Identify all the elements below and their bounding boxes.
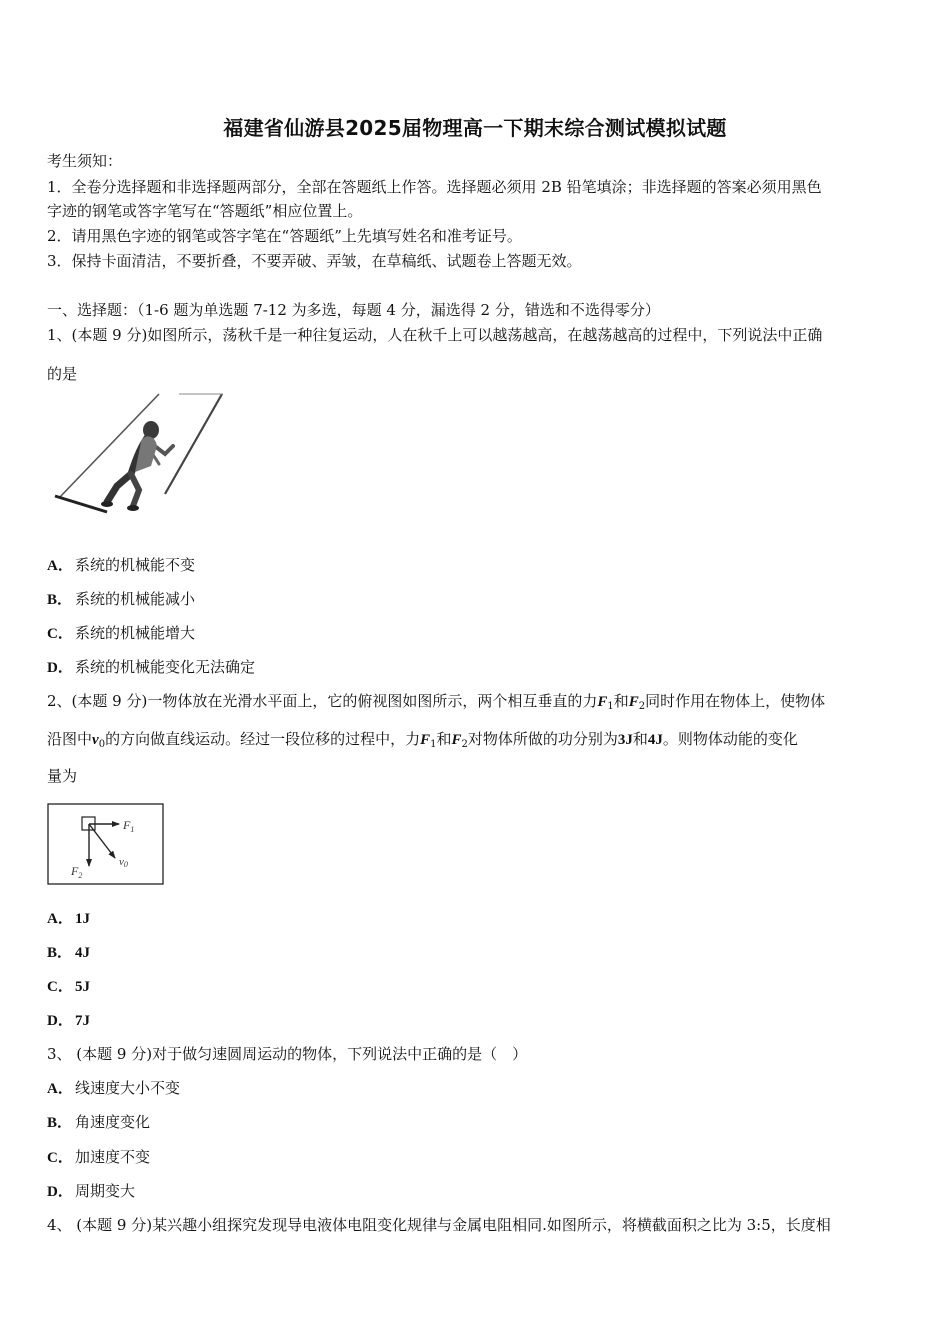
- subscript: 0: [98, 739, 106, 750]
- option-label: C．: [47, 1150, 73, 1166]
- v0-label: v0: [119, 856, 128, 869]
- velocity-symbol: v: [92, 732, 99, 748]
- option-text: 5J: [75, 979, 90, 995]
- option-text: 1J: [75, 911, 90, 927]
- notice-item-1a: 1．全卷分选择题和非选择题两部分，全部在答题纸上作答。选择题必须用 2B 铅笔填涂；非选择题的答案必须用黑色: [47, 178, 822, 196]
- option-text: 角速度变化: [75, 1113, 151, 1131]
- q1-option-b[interactable]: [47, 588, 195, 611]
- option-label: D．: [47, 1013, 73, 1029]
- notice-item-3: 3．保持卡面清洁，不要折叠，不要弄破、弄皱，在草稿纸、试题卷上答题无效。: [47, 252, 582, 270]
- option-text: 系统的机械能减小: [75, 590, 196, 608]
- option-label: D．: [47, 1184, 73, 1200]
- option-label: A．: [47, 911, 73, 927]
- q1-option-c[interactable]: [47, 622, 195, 645]
- option-text: 加速度不变: [75, 1148, 151, 1166]
- option-text: 线速度大小不变: [75, 1079, 181, 1097]
- option-label: A．: [47, 1081, 73, 1097]
- option-text: 周期变大: [75, 1182, 136, 1200]
- subscript: 2: [461, 739, 468, 750]
- subscript: 1: [430, 739, 437, 750]
- page-title: 福建省仙游县2025届物理高一下期末综合测试模拟试题: [223, 116, 727, 140]
- q2-text: 和: [632, 730, 648, 748]
- work-value: 4J: [647, 732, 663, 748]
- work-value: 3J: [617, 732, 633, 748]
- q1-stem-line2: 的是: [47, 365, 78, 383]
- q2-stem-line3: 量为: [47, 767, 78, 785]
- section-heading: 一、选择题：（1-6 题为单选题 7-12 为多选，每题 4 分，漏选得 2 分，错选和不选得零分）: [47, 301, 660, 319]
- subscript: 2: [638, 701, 646, 712]
- q2-text: 的方向做直线运动。经过一段位移的过程中，力: [105, 730, 421, 748]
- q2-stem-line2: [47, 728, 907, 756]
- option-label: C．: [47, 626, 73, 642]
- option-label: A．: [47, 558, 73, 574]
- q2-option-b[interactable]: [47, 941, 90, 964]
- q2-text: 2、(本题 9 分)一物体放在光滑水平面上，它的俯视图如图所示，两个相互垂直的力: [47, 692, 598, 710]
- force-symbol: F: [420, 732, 431, 748]
- q3-option-d[interactable]: [47, 1180, 135, 1203]
- option-label: D．: [47, 660, 73, 676]
- option-label: B．: [47, 1115, 73, 1131]
- force-diagram: [47, 803, 164, 885]
- q2-stem-line1: [47, 690, 907, 718]
- q1-stem-line1: 1、(本题 9 分)如图所示，荡秋千是一种往复运动，人在秋千上可以越荡越高，在越荡越高的过程中，下列说法中正确: [47, 326, 823, 344]
- q3-stem: 3、 (本题 9 分)对于做匀速圆周运动的物体，下列说法中正确的是（ ）: [47, 1045, 528, 1063]
- swing-figure: [47, 390, 227, 522]
- notice-heading: 考生须知：: [47, 152, 123, 170]
- option-label: B．: [47, 945, 73, 961]
- option-label: C．: [47, 979, 73, 995]
- option-text: 7J: [75, 1013, 90, 1029]
- force-symbol: F: [597, 694, 608, 710]
- q2-option-d[interactable]: [47, 1009, 90, 1032]
- q1-option-a[interactable]: [47, 554, 195, 577]
- q1-option-d[interactable]: [47, 656, 255, 679]
- q2-text: 。则物体动能的变化: [662, 730, 798, 748]
- option-text: 系统的机械能增大: [75, 624, 196, 642]
- q3-option-b[interactable]: [47, 1111, 150, 1134]
- force-symbol: F: [628, 694, 639, 710]
- q3-option-c[interactable]: [47, 1146, 150, 1169]
- q2-option-c[interactable]: [47, 975, 90, 998]
- q2-text: 和: [436, 730, 452, 748]
- q2-text: 沿图中: [47, 730, 93, 748]
- q2-text: 对物体所做的功分别为: [467, 730, 618, 748]
- f2-label: $F_2$: [71, 864, 83, 880]
- option-text: 系统的机械能变化无法确定: [75, 658, 256, 676]
- option-text: 4J: [75, 945, 90, 961]
- q2-text: 和: [613, 692, 629, 710]
- notice-item-1b: 字迹的钢笔或答字笔写在“答题纸”相应位置上。: [47, 202, 363, 220]
- q2-option-a[interactable]: [47, 907, 90, 930]
- q3-option-a[interactable]: [47, 1077, 180, 1100]
- option-label: B．: [47, 592, 73, 608]
- q2-text: 同时作用在物体上，使物体: [645, 692, 826, 710]
- q4-stem: 4、 (本题 9 分)某兴趣小组探究发现导电液体电阻变化规律与金属电阻相同.如图所示，将横截面积之比为 3:5，长度相: [47, 1216, 831, 1234]
- option-text: 系统的机械能不变: [75, 556, 196, 574]
- force-symbol: F: [451, 732, 462, 748]
- subscript: 1: [607, 701, 614, 712]
- notice-item-2: 2．请用黑色字迹的钢笔或答字笔在“答题纸”上先填写姓名和准考证号。: [47, 227, 522, 245]
- f1-label: $F_1$: [123, 818, 135, 834]
